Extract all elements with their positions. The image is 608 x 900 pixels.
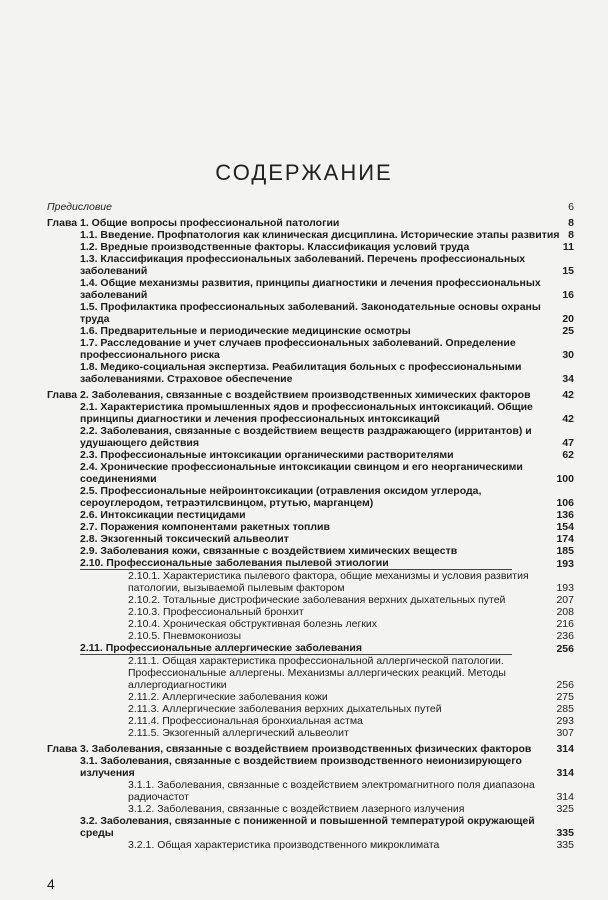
toc-entry-page: 325 <box>556 803 574 815</box>
toc-entry <box>0 301 608 325</box>
toc-entry-title: 2.1. Характеристика промышленных ядов и профессиональных интоксикаций. Общие принципы диагностики и лечения профессиональных интоксикаций <box>80 401 533 425</box>
toc-entry-title: 2.6. Интоксикации пестицидами <box>80 509 246 521</box>
toc-entry <box>0 521 608 533</box>
toc-entry-page: 256 <box>556 643 574 655</box>
toc-entry-title: 2.11.3. Аллергические заболевания верхних дыхательных путей <box>128 703 442 715</box>
toc-entry <box>0 715 608 727</box>
toc-entry-page: 335 <box>556 839 574 851</box>
toc-entry-page: 154 <box>556 521 574 533</box>
toc-entry-page: 20 <box>562 313 574 325</box>
toc-entry-page: 6 <box>568 201 574 213</box>
toc-entry <box>0 839 608 851</box>
toc-entry-title: 1.5. Профилактика профессиональных заболеваний. Законодательные основы охраны труда <box>80 301 541 325</box>
toc-entry <box>0 425 608 449</box>
toc-entry <box>0 803 608 815</box>
toc-entry-page: 193 <box>556 582 574 594</box>
toc-entry-page: 335 <box>556 827 574 839</box>
toc-entry-title: 2.7. Поражения компонентами ракетных топлив <box>80 521 330 533</box>
toc-entry-title: 1.3. Классификация профессиональных заболеваний. Перечень профессиональных заболеваний <box>80 253 526 277</box>
toc-entry-page: 208 <box>556 606 574 618</box>
toc-entry-title: 1.4. Общие механизмы развития, принципы диагностики и лечения профессиональных заболеваний <box>80 277 541 301</box>
toc-entry-page: 136 <box>556 509 574 521</box>
toc-entry <box>0 557 608 570</box>
toc-entry-page: 314 <box>556 743 574 755</box>
toc-entry <box>0 401 608 425</box>
toc-entry <box>0 779 608 803</box>
toc-entry-title: 2.11.1. Общая характеристика профессиональной аллергической патологии. Профессиональные аллергены. Механизмы аллергических реакций. Методы аллергодиагностики <box>128 655 506 691</box>
toc-entry-page: 256 <box>556 679 574 691</box>
toc-entry <box>0 449 608 461</box>
toc-entry <box>0 229 608 241</box>
toc-entry <box>0 217 608 229</box>
toc-entry <box>0 253 608 277</box>
toc-entry-title: 2.9. Заболевания кожи, связанные с воздействием химических веществ <box>80 545 458 557</box>
toc-entry <box>0 361 608 385</box>
page-title: СОДЕРЖАНИЕ <box>215 160 393 185</box>
toc-entry-page: 307 <box>556 727 574 739</box>
toc-entry <box>0 337 608 361</box>
toc-entry <box>0 485 608 509</box>
toc-entry-title: Предисловие <box>47 201 112 213</box>
toc-entry-title: Глава 1. Общие вопросы профессиональной патологии <box>47 217 340 229</box>
page-number: 4 <box>47 876 55 892</box>
toc-entry-title: 2.10.4. Хроническая обструктивная болезнь легких <box>128 618 378 630</box>
toc-entry-page: 30 <box>562 349 574 361</box>
toc-entry-title: 2.11.5. Экзогенный аллергический альвеолит <box>128 727 349 739</box>
toc-entry-title: 1.2. Вредные производственные факторы. Классификация условий труда <box>80 241 470 253</box>
toc-entry <box>0 727 608 739</box>
toc-entry <box>0 703 608 715</box>
toc-entry-title: 2.10.1. Характеристика пылевого фактора, общие механизмы и условия развития патологии, вызываемой пылевым фактором <box>128 570 529 594</box>
toc-entry-page: 15 <box>562 265 574 277</box>
toc-entry <box>0 325 608 337</box>
toc-entry-page: 314 <box>556 767 574 779</box>
toc-entry-page: 8 <box>568 217 574 229</box>
toc-entry-title: 2.11.2. Аллергические заболевания кожи <box>128 691 328 703</box>
toc-entry-page: 25 <box>562 325 574 337</box>
toc-entry-title: 1.8. Медико-социальная экспертиза. Реабилитация больных с профессиональными заболеваниями. Страховое обеспечение <box>80 361 522 385</box>
toc-entry-title: 2.8. Экзогенный токсический альвеолит <box>80 533 289 545</box>
toc-entry-title: 2.11.4. Профессиональная бронхиальная астма <box>128 715 363 727</box>
toc-entry-title: 2.3. Профессиональные интоксикации органическими растворителями <box>80 449 454 461</box>
toc-entry-title: Глава 2. Заболевания, связанные с воздействием производственных химических факторов <box>47 389 531 401</box>
toc-entry-title: 2.10.5. Пневмокониозы <box>128 630 242 642</box>
toc-entry-title: 2.4. Хронические профессиональные интоксикации свинцом и его неорганическими соединениями <box>80 461 523 485</box>
toc-entry-page: 100 <box>556 473 574 485</box>
toc-entry-title: 3.1.2. Заболевания, связанные с воздействием лазерного излучения <box>128 803 465 815</box>
toc-entry <box>0 461 608 485</box>
toc-entry-title: 2.10. Профессиональные заболевания пылевой этиологии <box>80 557 512 570</box>
toc-entry-page: 174 <box>556 533 574 545</box>
toc-entry-page: 8 <box>568 229 574 241</box>
toc-entry-page: 293 <box>556 715 574 727</box>
toc-entry-page: 106 <box>556 497 574 509</box>
toc-entry-page: 185 <box>556 545 574 557</box>
toc-entry <box>0 594 608 606</box>
toc-entry <box>0 755 608 779</box>
toc-entry-page: 207 <box>556 594 574 606</box>
toc-entry-title: 3.2. Заболевания, связанные с пониженной и повышенной температурой окружающей среды <box>80 815 535 839</box>
toc-entry-title: 1.6. Предварительные и периодические медицинские осмотры <box>80 325 411 337</box>
toc-entry-title: 1.1. Введение. Профпатология как клиническая дисциплина. Исторические этапы развития <box>80 229 560 241</box>
toc-entry-page: 285 <box>556 703 574 715</box>
toc-entry-title: 1.7. Расследование и учет случаев профессиональных заболеваний. Определение профессионального риска <box>80 337 516 361</box>
toc-entry-page: 42 <box>562 389 574 401</box>
toc-entry <box>0 618 608 630</box>
toc-entry-page: 42 <box>562 413 574 425</box>
toc-entry-title: 2.5. Профессиональные нейроинтоксикации (отравления оксидом углерода, сероуглеродом, тетраэтилсвинцом, ртутью, марганцем) <box>80 485 482 509</box>
toc-entry-title: 3.1.1. Заболевания, связанные с воздействием электромагнитного поля диапазона радиочастот <box>128 779 535 803</box>
toc-entry <box>0 545 608 557</box>
toc-entry-title: 2.11. Профессиональные аллергические заболевания <box>80 642 512 655</box>
toc-entry <box>0 743 608 755</box>
toc-entry-title: 3.1. Заболевания, связанные с воздействием производственного неионизирующего излучения <box>80 755 522 779</box>
toc-entry-page: 216 <box>556 618 574 630</box>
toc-entry <box>0 533 608 545</box>
toc-entry-page: 314 <box>556 791 574 803</box>
toc-entry <box>0 201 608 213</box>
toc-entry <box>0 815 608 839</box>
toc-entry-page: 275 <box>556 691 574 703</box>
toc-entry <box>0 642 608 655</box>
toc-entry <box>0 389 608 401</box>
toc-entry <box>0 630 608 642</box>
toc-entry <box>0 691 608 703</box>
toc-entry-title: 2.2. Заболевания, связанные с воздействием веществ раздражающего (ирритантов) и удушающего действия <box>80 425 532 449</box>
toc-entry <box>0 277 608 301</box>
toc-entry <box>0 655 608 691</box>
toc-entry-page: 34 <box>562 373 574 385</box>
toc-entry <box>0 606 608 618</box>
toc-entry <box>0 241 608 253</box>
toc-entry-title: 3.2.1. Общая характеристика производственного микроклимата <box>128 839 440 851</box>
toc-entry-page: 47 <box>562 437 574 449</box>
toc-entry-page: 16 <box>562 289 574 301</box>
toc-entry <box>0 509 608 521</box>
toc-entry-title: 2.10.3. Профессиональный бронхит <box>128 606 304 618</box>
toc-entry-title: Глава 3. Заболевания, связанные с воздействием производственных физических факторов <box>47 743 532 755</box>
toc-entry-title: 2.10.2. Тотальные дистрофические заболевания верхних дыхательных путей <box>128 594 506 606</box>
toc-entry-page: 62 <box>562 449 574 461</box>
table-of-contents <box>0 200 608 851</box>
toc-entry-page: 193 <box>556 558 574 570</box>
toc-entry-page: 236 <box>556 630 574 642</box>
toc-entry <box>0 570 608 594</box>
toc-entry-page: 11 <box>562 241 574 253</box>
